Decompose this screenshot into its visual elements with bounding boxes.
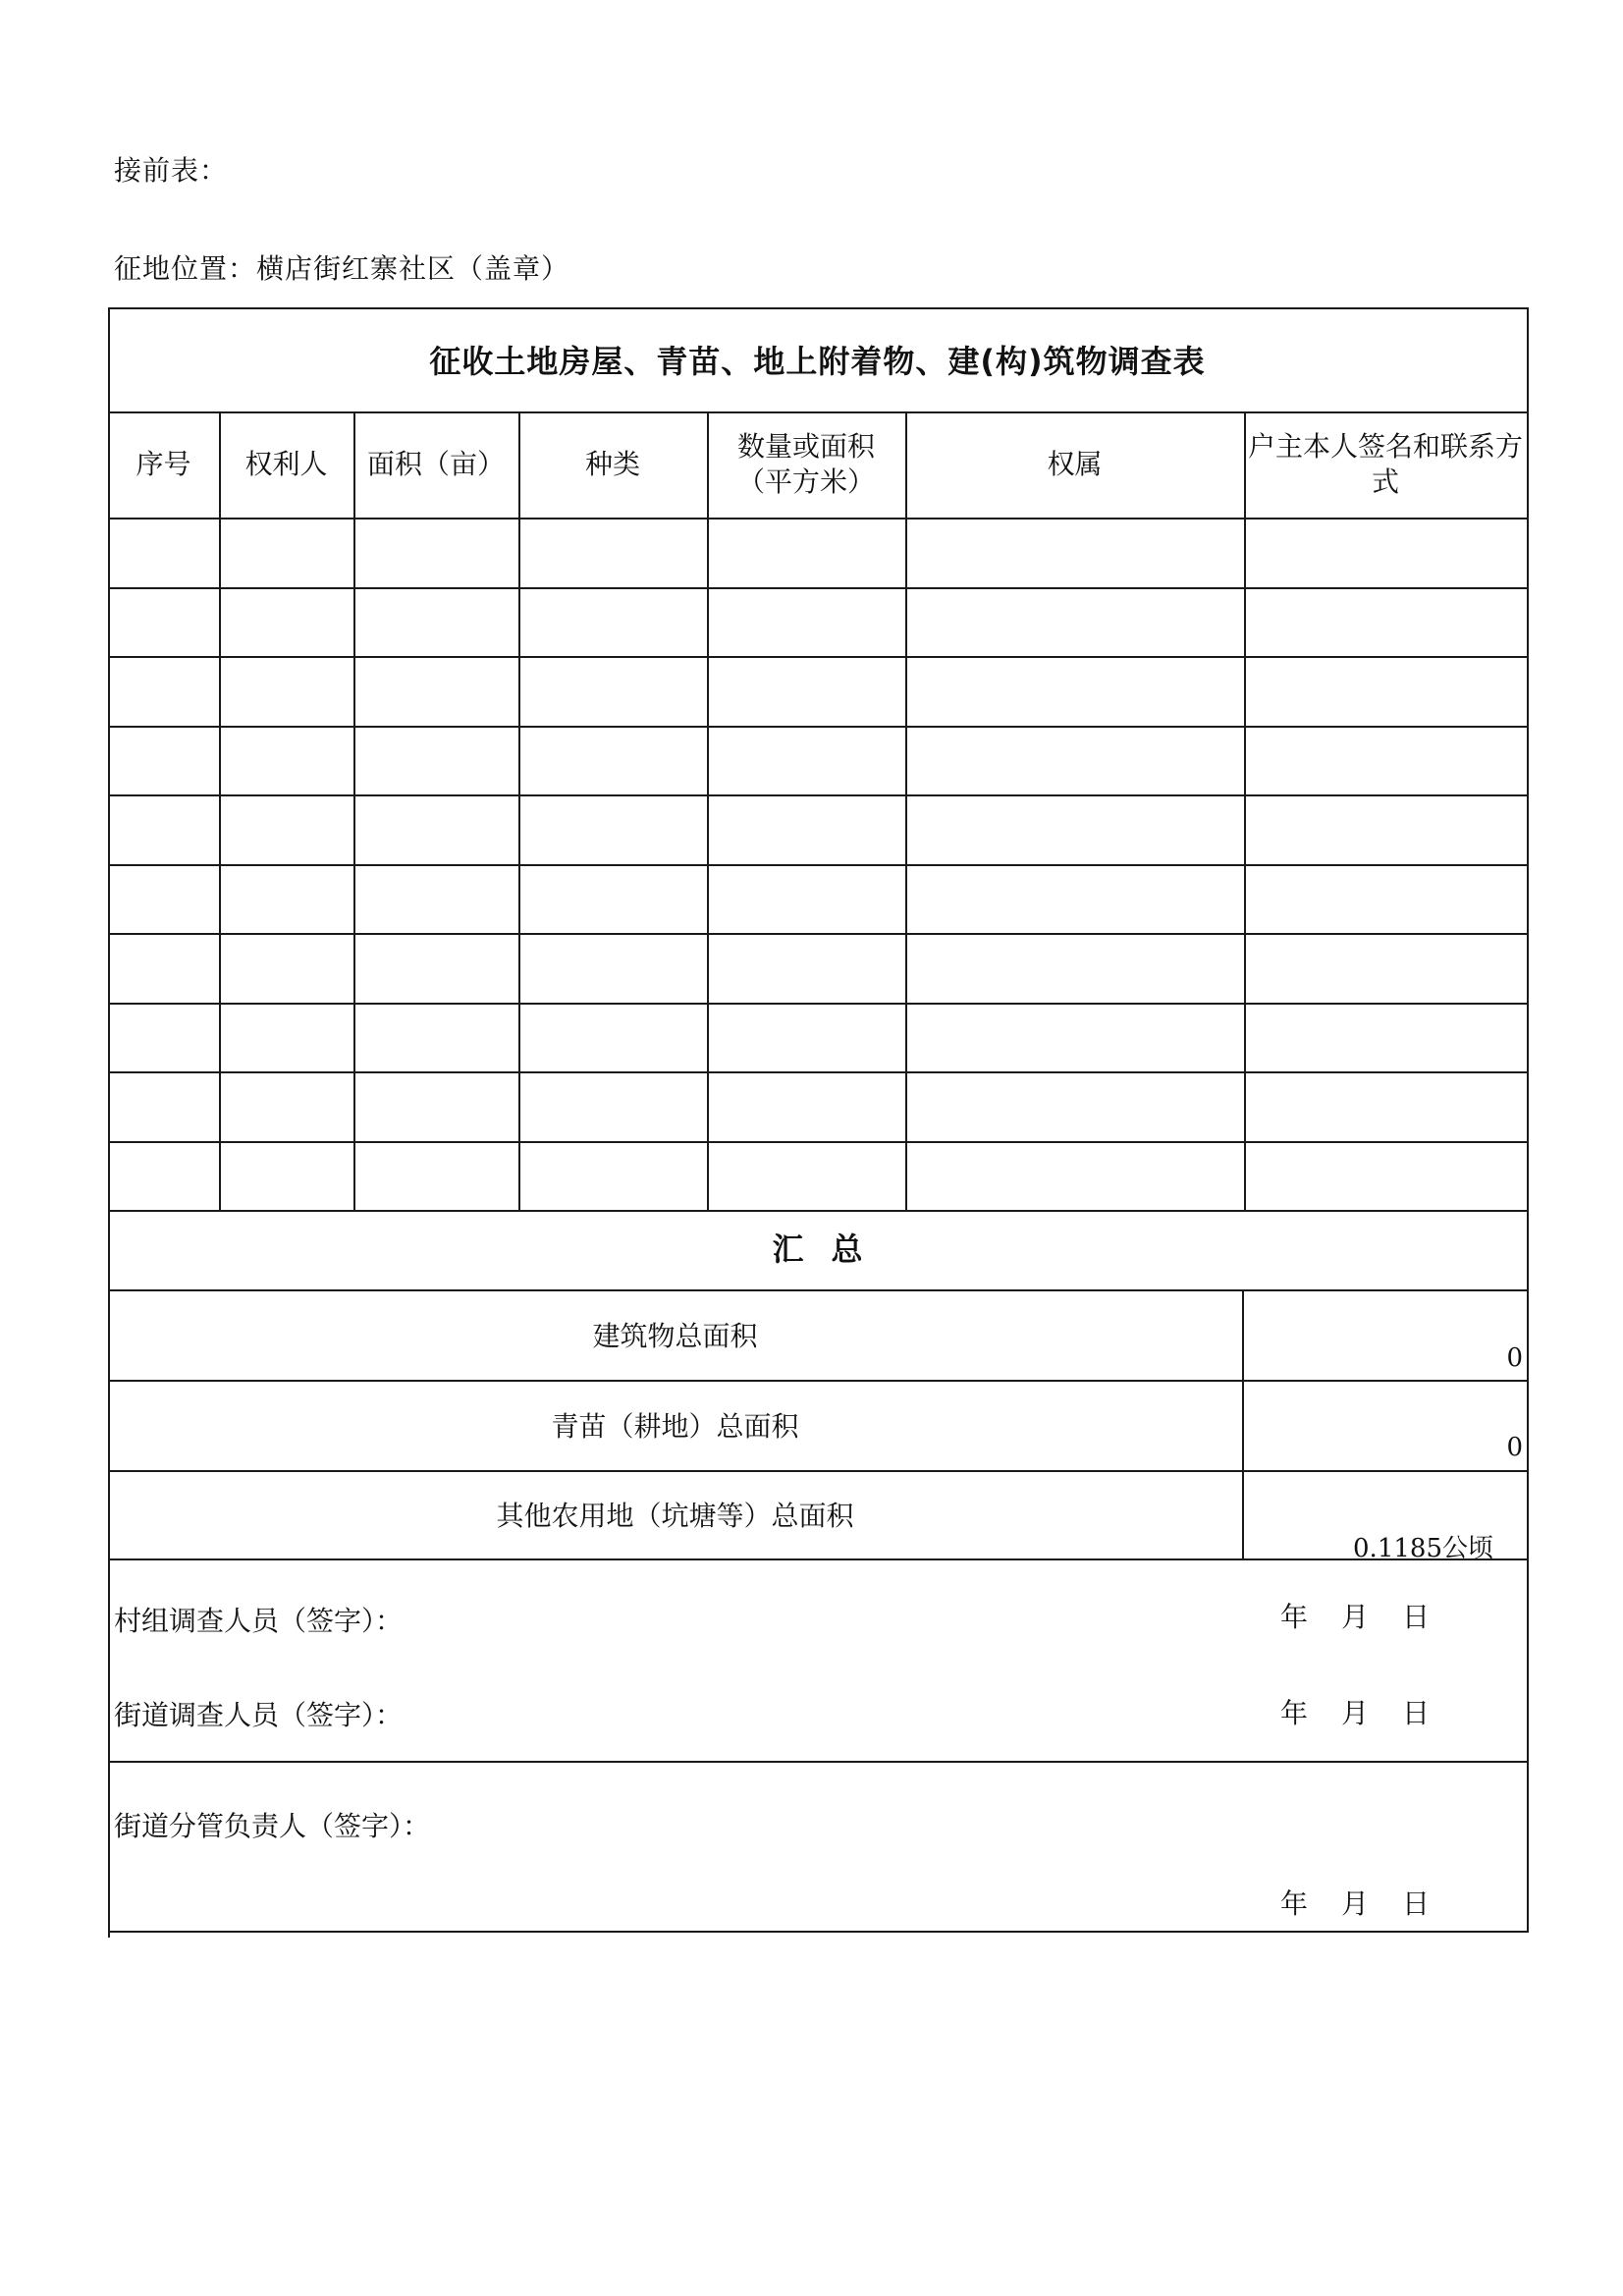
column-header: 面积（亩） [366, 448, 505, 480]
grid-line-vertical [219, 411, 221, 1210]
table-cell [112, 726, 215, 795]
date-year: 年 [1280, 1601, 1311, 1633]
column-header: 权属 [1047, 448, 1103, 480]
table-cell [112, 794, 215, 864]
table-cell [223, 656, 350, 726]
table-cell [112, 1003, 215, 1072]
table-cell [711, 656, 901, 726]
date-day: 日 [1402, 1601, 1433, 1633]
table-cell [223, 1071, 350, 1141]
table-cell [909, 933, 1240, 1003]
table-cell [223, 726, 350, 795]
date-month: 月 [1341, 1697, 1372, 1729]
table-cell [909, 1003, 1240, 1072]
table-cell [223, 587, 350, 657]
grid-line-vertical [1527, 307, 1529, 1933]
table-cell [112, 518, 215, 587]
table-cell [357, 1071, 514, 1141]
date-day: 日 [1402, 1697, 1433, 1729]
column-header: 权利人 [244, 448, 328, 480]
summary-other-land-area-label: 其他农用地（坑塘等）总面积 [496, 1500, 854, 1532]
table-cell [711, 864, 901, 934]
date-day: 日 [1402, 1887, 1433, 1920]
grid-line-vertical [353, 411, 355, 1210]
supervisor-signature-label: 街道分管负责人（签字）： [114, 1810, 431, 1842]
table-cell [357, 794, 514, 864]
table-cell [522, 587, 703, 657]
table-cell [223, 1003, 350, 1072]
land-location: 征地位置：横店街红寨社区（盖章） [114, 252, 570, 285]
table-cell [909, 794, 1240, 864]
grid-line-vertical [1244, 411, 1246, 1210]
table-cell [522, 1141, 703, 1211]
table-cell [357, 933, 514, 1003]
table-cell [522, 933, 703, 1003]
summary-other-land-area-value: 0.1185公顷 [1353, 1534, 1493, 1563]
table-cell [522, 1071, 703, 1141]
table-cell [1248, 726, 1523, 795]
street-surveyor-signature-label: 街道调查人员（签字）： [114, 1699, 404, 1731]
table-cell [711, 1071, 901, 1141]
column-header: 户主本人签名和联系方式 [1248, 430, 1524, 498]
table-cell [1248, 656, 1523, 726]
table-cell [223, 933, 350, 1003]
table-cell [357, 656, 514, 726]
table-cell [1248, 933, 1523, 1003]
date-year: 年 [1280, 1697, 1311, 1729]
table-cell [112, 864, 215, 934]
table-cell [1248, 587, 1523, 657]
table-cell [711, 1003, 901, 1072]
table-cell [357, 726, 514, 795]
grid-line-horizontal [108, 307, 1529, 309]
column-header: 种类 [584, 448, 640, 480]
table-cell [909, 1141, 1240, 1211]
table-cell [522, 1003, 703, 1072]
column-header: 数量或面积（平方米） [736, 430, 875, 498]
street-surveyor-date [1280, 1692, 1463, 1731]
date-month: 月 [1341, 1887, 1372, 1920]
continued-note: 接前表： [114, 154, 229, 187]
table-cell [223, 518, 350, 587]
grid-line-vertical [108, 307, 110, 1938]
survey-form [108, 307, 1527, 1920]
table-cell [357, 864, 514, 934]
grid-line-horizontal [108, 1761, 1529, 1763]
summary-title: 汇总 [772, 1230, 891, 1268]
summary-building-area-label: 建筑物总面积 [592, 1320, 758, 1352]
table-cell [522, 794, 703, 864]
date-year: 年 [1280, 1887, 1311, 1920]
table-cell [112, 587, 215, 657]
table-cell [223, 794, 350, 864]
table-cell [1248, 1141, 1523, 1211]
table-cell [909, 518, 1240, 587]
grid-line-vertical [518, 411, 520, 1210]
table-cell [909, 587, 1240, 657]
table-cell [711, 726, 901, 795]
grid-line-horizontal [108, 1931, 1529, 1933]
village-surveyor-date [1280, 1596, 1463, 1635]
table-cell [909, 656, 1240, 726]
table-cell [522, 726, 703, 795]
village-surveyor-signature-label: 村组调查人员（签字）： [114, 1605, 404, 1637]
table-cell [522, 864, 703, 934]
table-cell [357, 587, 514, 657]
column-header: 序号 [135, 448, 191, 480]
table-cell [909, 1071, 1240, 1141]
table-cell [223, 1141, 350, 1211]
summary-crop-area-label: 青苗（耕地）总面积 [551, 1410, 799, 1443]
table-cell [711, 518, 901, 587]
grid-line-horizontal [108, 1558, 1529, 1560]
date-month: 月 [1341, 1601, 1372, 1633]
summary-crop-area-value: 0 [1506, 1433, 1523, 1462]
table-cell [711, 794, 901, 864]
table-cell [1248, 518, 1523, 587]
summary-building-area-value: 0 [1506, 1343, 1523, 1373]
table-cell [1248, 1003, 1523, 1072]
form-title: 征收土地房屋、青苗、地上附着物、建(构)筑物调查表 [429, 343, 1206, 380]
table-cell [223, 864, 350, 934]
table-cell [711, 933, 901, 1003]
table-cell [112, 656, 215, 726]
table-cell [909, 864, 1240, 934]
grid-line-vertical [1242, 1289, 1244, 1558]
table-cell [112, 933, 215, 1003]
table-cell [711, 587, 901, 657]
table-cell [1248, 794, 1523, 864]
table-cell [357, 1141, 514, 1211]
table-cell [522, 518, 703, 587]
grid-line-vertical [905, 411, 907, 1210]
table-cell [1248, 864, 1523, 934]
table-cell [522, 656, 703, 726]
table-cell [909, 726, 1240, 795]
table-cell [112, 1071, 215, 1141]
table-cell [112, 1141, 215, 1211]
supervisor-date [1280, 1883, 1463, 1922]
table-cell [357, 1003, 514, 1072]
table-cell [357, 518, 514, 587]
table-cell [1248, 1071, 1523, 1141]
table-cell [711, 1141, 901, 1211]
grid-line-vertical [707, 411, 709, 1210]
